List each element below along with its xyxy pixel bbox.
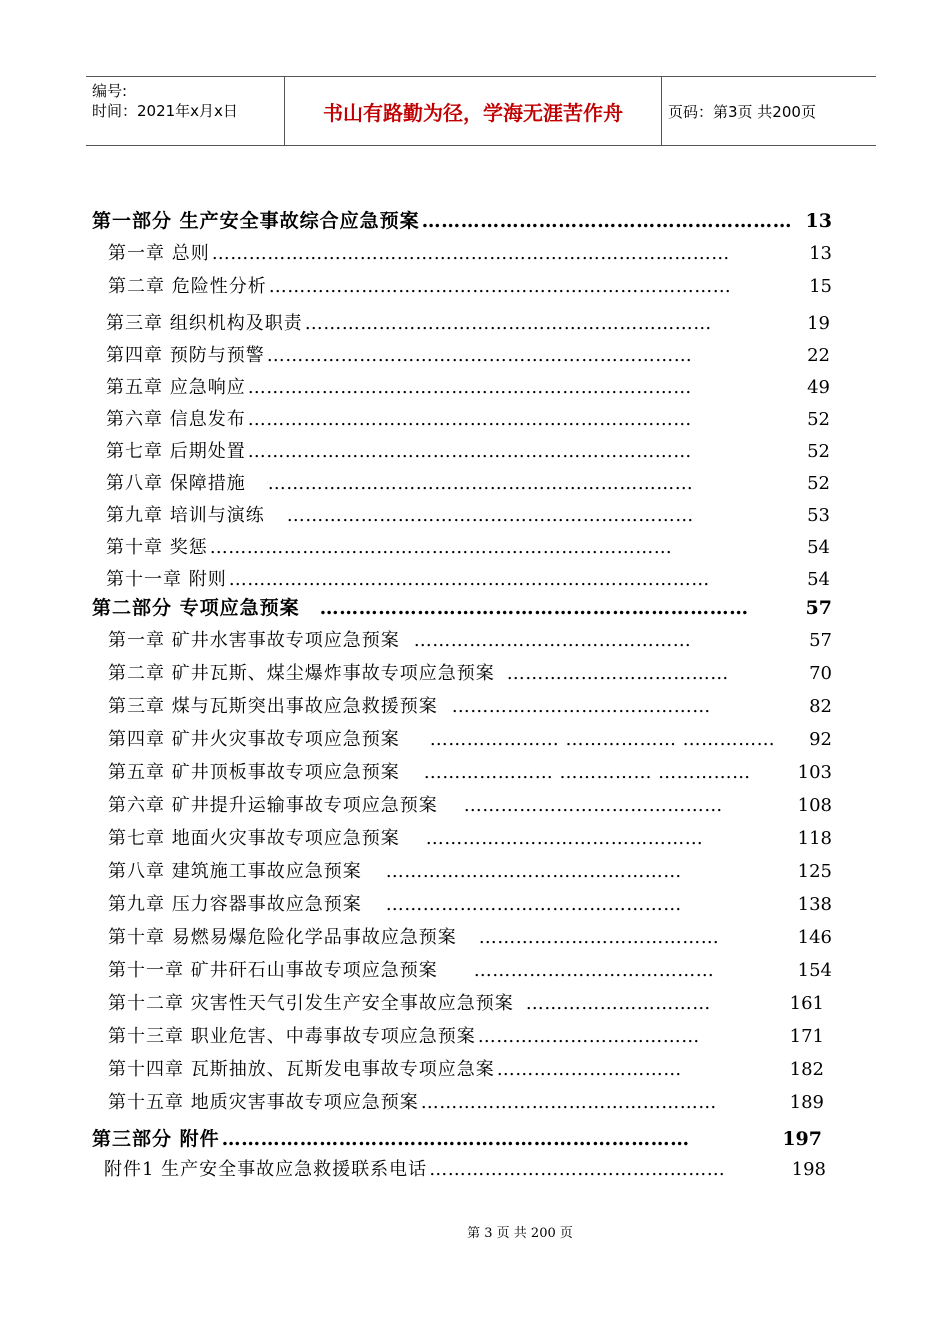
toc-entry-leader: …………………………………………………………… bbox=[266, 345, 693, 366]
toc-entry-page: 52 bbox=[807, 441, 830, 462]
toc-entry-leader: ………………………………… bbox=[473, 960, 715, 981]
toc-entry-title: 第十一章 矿井矸石山事故专项应急预案 bbox=[108, 960, 438, 981]
toc-entry[interactable] bbox=[108, 923, 832, 949]
toc-entry-leader: ……………………………………………………………… bbox=[221, 1128, 690, 1150]
toc-entry-title: 第十章 奖惩 bbox=[106, 537, 208, 558]
toc-entry[interactable] bbox=[108, 1055, 824, 1081]
toc-entry[interactable] bbox=[108, 890, 832, 916]
toc-entry-page: 70 bbox=[809, 663, 832, 684]
toc-entry[interactable] bbox=[108, 659, 832, 685]
toc-entry-leader: ………………………… bbox=[525, 993, 711, 1014]
toc-entry-page: 161 bbox=[789, 993, 824, 1014]
toc-entry-page: 19 bbox=[807, 313, 830, 334]
toc-entry-title: 第四章 预防与预警 bbox=[106, 345, 265, 366]
toc-entry[interactable] bbox=[108, 626, 832, 652]
toc-entry-leader: ……………………………………………………………… bbox=[247, 377, 692, 398]
toc-entry-leader: ………………………………………… bbox=[429, 1159, 726, 1180]
toc-entry-leader: ………………………………………………………… bbox=[319, 597, 749, 619]
toc-entry-leader: ……………………………………… bbox=[413, 630, 692, 651]
toc-entry[interactable] bbox=[108, 758, 832, 784]
toc-entry-title: 第二部分 专项应急预案 bbox=[92, 597, 300, 619]
toc-entry[interactable] bbox=[106, 501, 830, 527]
toc-entry-leader: ………………………………………… bbox=[385, 894, 682, 915]
toc-entry-title: 附件1 生产安全事故应急救援联系电话 bbox=[104, 1159, 428, 1180]
toc-entry[interactable] bbox=[92, 206, 832, 233]
toc-entry-title: 第四章 矿井火灾事故专项应急预案 bbox=[108, 729, 400, 750]
toc-entry-title: 第六章 信息发布 bbox=[106, 409, 246, 430]
toc-entry-leader: ………………… ……………… …………… bbox=[429, 729, 776, 750]
toc-entry-title: 第八章 建筑施工事故应急预案 bbox=[108, 861, 362, 882]
toc-entry[interactable] bbox=[108, 956, 832, 982]
toc-entry-title: 第一部分 生产安全事故综合应急预案 bbox=[92, 210, 420, 232]
toc-entry-page: 171 bbox=[789, 1026, 824, 1047]
toc-entry-title: 第八章 保障措施 bbox=[106, 473, 246, 494]
toc-entry-page: 189 bbox=[789, 1092, 824, 1113]
toc-entry-title: 第三部分 附件 bbox=[92, 1128, 220, 1150]
toc-entry-page: 13 bbox=[805, 210, 832, 232]
toc-entry-page: 22 bbox=[807, 345, 830, 366]
toc-entry-leader: …………………………………………………………………… bbox=[228, 569, 710, 590]
toc-entry-page: 52 bbox=[807, 409, 830, 430]
toc-entry[interactable] bbox=[106, 437, 830, 463]
toc-entry[interactable] bbox=[108, 239, 832, 265]
page-footer: 第 3 页 共 200 页 bbox=[467, 1226, 573, 1241]
toc-entry-leader: ………………………………………………………… bbox=[304, 313, 712, 334]
toc-entry-page: 182 bbox=[789, 1059, 824, 1080]
toc-entry-page: 53 bbox=[807, 505, 830, 526]
toc-entry-leader: ………………………………………… bbox=[420, 1092, 717, 1113]
toc-entry[interactable] bbox=[106, 405, 830, 431]
toc-entry-page: 138 bbox=[797, 894, 832, 915]
toc-entry-leader: …………………………………………………………… bbox=[267, 473, 694, 494]
toc-entry-title: 第九章 压力容器事故应急预案 bbox=[108, 894, 362, 915]
toc-entry-leader: ………………………………………………… bbox=[421, 210, 793, 232]
toc-entry-title: 第五章 矿井顶板事故专项应急预案 bbox=[108, 762, 400, 783]
toc-entry-page: 57 bbox=[809, 630, 832, 651]
toc-entry-title: 第十五章 地质灾害事故专项应急预案 bbox=[108, 1092, 419, 1113]
toc-entry[interactable] bbox=[108, 989, 824, 1015]
toc-entry-leader: ……………………………… bbox=[477, 1026, 700, 1047]
toc-entry-title: 第一章 矿井水害事故专项应急预案 bbox=[108, 630, 400, 651]
toc-entry-page: 154 bbox=[797, 960, 832, 981]
toc-entry-title: 第九章 培训与演练 bbox=[106, 505, 265, 526]
toc-entry-leader: ………………………………… bbox=[478, 927, 720, 948]
header-page-label: 页码：第3页 共200页 bbox=[668, 102, 816, 121]
toc-entry[interactable] bbox=[108, 272, 832, 298]
toc-entry-title: 第十二章 灾害性天气引发生产安全事故应急预案 bbox=[108, 993, 514, 1014]
toc-entry-page: 49 bbox=[807, 377, 830, 398]
toc-entry[interactable] bbox=[108, 857, 832, 883]
toc-entry-title: 第十一章 附则 bbox=[106, 569, 227, 590]
toc-entry-title: 第十章 易燃易爆危险化学品事故应急预案 bbox=[108, 927, 457, 948]
toc-entry[interactable] bbox=[92, 1124, 822, 1151]
doc-number-label: 编号: bbox=[92, 82, 128, 100]
toc-entry-leader: ………………………………………………………………… bbox=[268, 276, 732, 297]
toc-entry-title: 第三章 组织机构及职责 bbox=[106, 313, 303, 334]
toc-entry-page: 197 bbox=[782, 1128, 822, 1150]
toc-entry-title: 第一章 总则 bbox=[108, 243, 210, 264]
toc-entry-title: 第十四章 瓦斯抽放、瓦斯发电事故专项应急案 bbox=[108, 1059, 495, 1080]
toc-entry-page: 54 bbox=[807, 569, 830, 590]
toc-entry-leader: ………………………………………… bbox=[385, 861, 682, 882]
toc-entry[interactable] bbox=[108, 1088, 824, 1114]
toc-entry-title: 第二章 矿井瓦斯、煤尘爆炸事故专项应急预案 bbox=[108, 663, 495, 684]
toc-entry-page: 108 bbox=[797, 795, 832, 816]
toc-entry-leader: ……………………………………………………………… bbox=[247, 409, 692, 430]
toc-entry[interactable] bbox=[106, 565, 830, 591]
toc-entry-page: 125 bbox=[797, 861, 832, 882]
header-motto: 书山有路勤为径，学海无涯苦作舟 bbox=[284, 77, 662, 145]
toc-entry-leader: ………………………………………………………………… bbox=[209, 537, 673, 558]
toc-entry-title: 第五章 应急响应 bbox=[106, 377, 246, 398]
toc-entry-leader: ………………………… bbox=[496, 1059, 682, 1080]
toc-entry-title: 第七章 地面火灾事故专项应急预案 bbox=[108, 828, 400, 849]
toc-entry-leader: …………………………………… bbox=[463, 795, 723, 816]
toc-entry-title: 第十三章 职业危害、中毒事故专项应急预案 bbox=[108, 1026, 476, 1047]
toc-entry-page: 118 bbox=[797, 828, 832, 849]
toc-entry-title: 第二章 危险性分析 bbox=[108, 276, 267, 297]
toc-entry[interactable] bbox=[106, 309, 830, 335]
toc-entry[interactable] bbox=[106, 469, 830, 495]
toc-entry-leader: ………………………………………………………………………… bbox=[211, 243, 730, 264]
toc-entry-page: 54 bbox=[807, 537, 830, 558]
toc-entry-leader: …………………………………… bbox=[451, 696, 711, 717]
toc-entry-title: 第六章 矿井提升运输事故专项应急预案 bbox=[108, 795, 438, 816]
toc-entry[interactable] bbox=[108, 824, 832, 850]
toc-entry-page: 103 bbox=[797, 762, 832, 783]
toc-entry-page: 198 bbox=[791, 1159, 826, 1180]
toc-entry-page: 92 bbox=[809, 729, 832, 750]
toc-entry-leader: ……………………………………………………………… bbox=[247, 441, 692, 462]
toc-entry[interactable] bbox=[92, 593, 832, 620]
toc-entry-leader: ………………………………………………………… bbox=[286, 505, 694, 526]
toc-entry-page: 13 bbox=[809, 243, 832, 264]
toc-entry[interactable] bbox=[108, 725, 832, 751]
toc-entry[interactable] bbox=[108, 791, 832, 817]
toc-entry-leader: ……………………………… bbox=[506, 663, 729, 684]
toc-entry-page: 146 bbox=[797, 927, 832, 948]
doc-time-label: 时间：2021年x月x日 bbox=[92, 102, 238, 120]
toc-entry-page: 82 bbox=[809, 696, 832, 717]
toc-entry[interactable] bbox=[104, 1155, 826, 1181]
toc-entry-page: 57 bbox=[805, 597, 832, 619]
toc-entry-page: 15 bbox=[809, 276, 832, 297]
toc-entry-title: 第七章 后期处置 bbox=[106, 441, 246, 462]
toc-entry[interactable] bbox=[106, 533, 830, 559]
toc-entry-page: 52 bbox=[807, 473, 830, 494]
toc-entry[interactable] bbox=[106, 341, 830, 367]
toc-entry-leader: ……………………………………… bbox=[425, 828, 704, 849]
toc-entry[interactable] bbox=[108, 692, 832, 718]
toc-entry[interactable] bbox=[108, 1022, 824, 1048]
toc-entry[interactable] bbox=[106, 373, 830, 399]
toc-entry-leader: ………………… …………… …………… bbox=[423, 762, 751, 783]
toc-entry-title: 第三章 煤与瓦斯突出事故应急救援预案 bbox=[108, 696, 438, 717]
